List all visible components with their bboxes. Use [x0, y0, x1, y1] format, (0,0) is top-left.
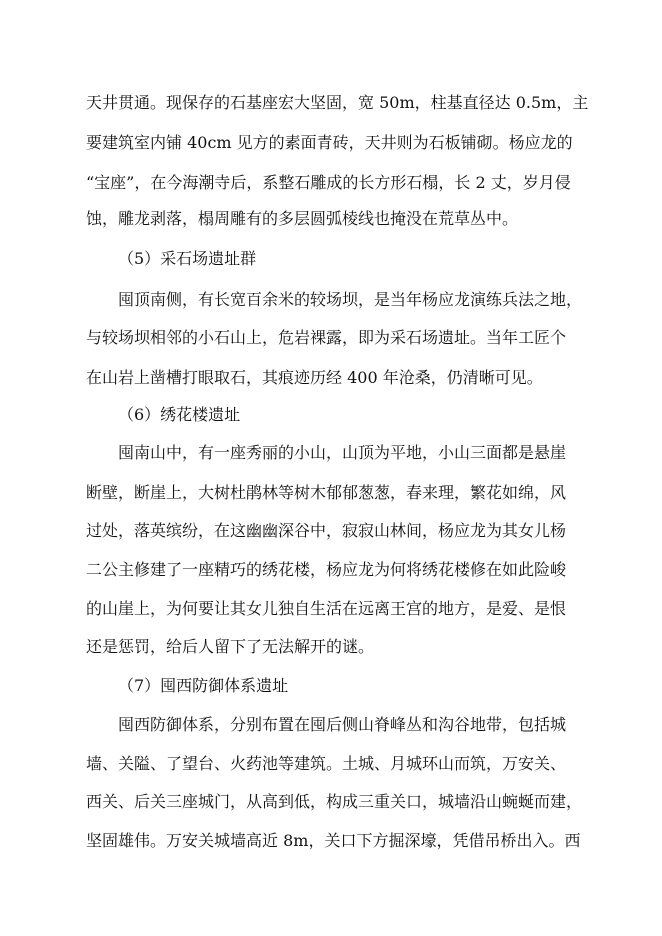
paragraph-line: 墙、关隘、了望台、火药池等建筑。土城、月城环山而筑，万安关、: [86, 754, 567, 773]
paragraph-line: 要建筑室内铺 40cm 见方的素面青砖，天井则为石板铺砌。杨应龙的: [86, 133, 573, 152]
paragraph-line: 二公主修建了一座精巧的绣花楼，杨应龙为何将绣花楼修在如此险峻: [86, 560, 567, 579]
paragraph-line: 过处，落英缤纷，在这幽幽深谷中，寂寂山林间，杨应龙为其女儿杨: [86, 521, 567, 540]
paragraph-line: 与较场坝相邻的小石山上，危岩裸露，即为采石场遗址。当年工匠个: [86, 328, 567, 347]
section-heading: （6）绣花楼遗址: [118, 405, 241, 424]
paragraph-line: 蚀，雕龙剥落，榻周雕有的多层圆弧棱线也掩没在荒草丛中。: [86, 209, 519, 228]
paragraph-line: 囤南山中，有一座秀丽的小山，山顶为平地，小山三面都是悬崖: [118, 443, 567, 462]
paragraph-line: 在山岩上凿槽打眼取石，其痕迹历经 400 年沧桑，仍清晰可见。: [86, 368, 543, 387]
paragraph-line: 西关、后关三座城门，从高到低，构成三重关口，城墙沿山蜿蜒而建，: [86, 792, 583, 811]
section-heading: （5）采石场遗址群: [118, 249, 257, 268]
section-heading: （7）囤西防御体系遗址: [118, 676, 289, 695]
paragraph-line: “宝座”，在今海潮寺后，系整石雕成的长方形石榻，长 2 丈，岁月侵: [86, 173, 571, 192]
paragraph-line: 的山崖上，为何要让其女儿独自生活在远离王宫的地方，是爱、是恨: [86, 599, 567, 618]
paragraph-line: 囤西防御体系，分别布置在囤后侧山脊峰丛和沟谷地带，包括城: [118, 715, 567, 734]
paragraph-line: 断壁，断崖上，大树杜鹃林等树木郁郁葱葱，春来理，繁花如绵，风: [86, 483, 567, 502]
paragraph-line: 还是惩罚，给后人留下了无法解开的谜。: [86, 637, 375, 656]
paragraph-line: 坚固雄伟。万安关城墙高近 8m，关口下方掘深壕，凭借吊桥出入。西: [86, 831, 581, 850]
paragraph-line: 囤顶南侧，有长宽百余米的较场坝，是当年杨应龙演练兵法之地，: [118, 290, 583, 309]
paragraph-line: 天井贯通。现保存的石基座宏大坚固，宽 50m，柱基直径达 0.5m，主: [86, 93, 589, 112]
